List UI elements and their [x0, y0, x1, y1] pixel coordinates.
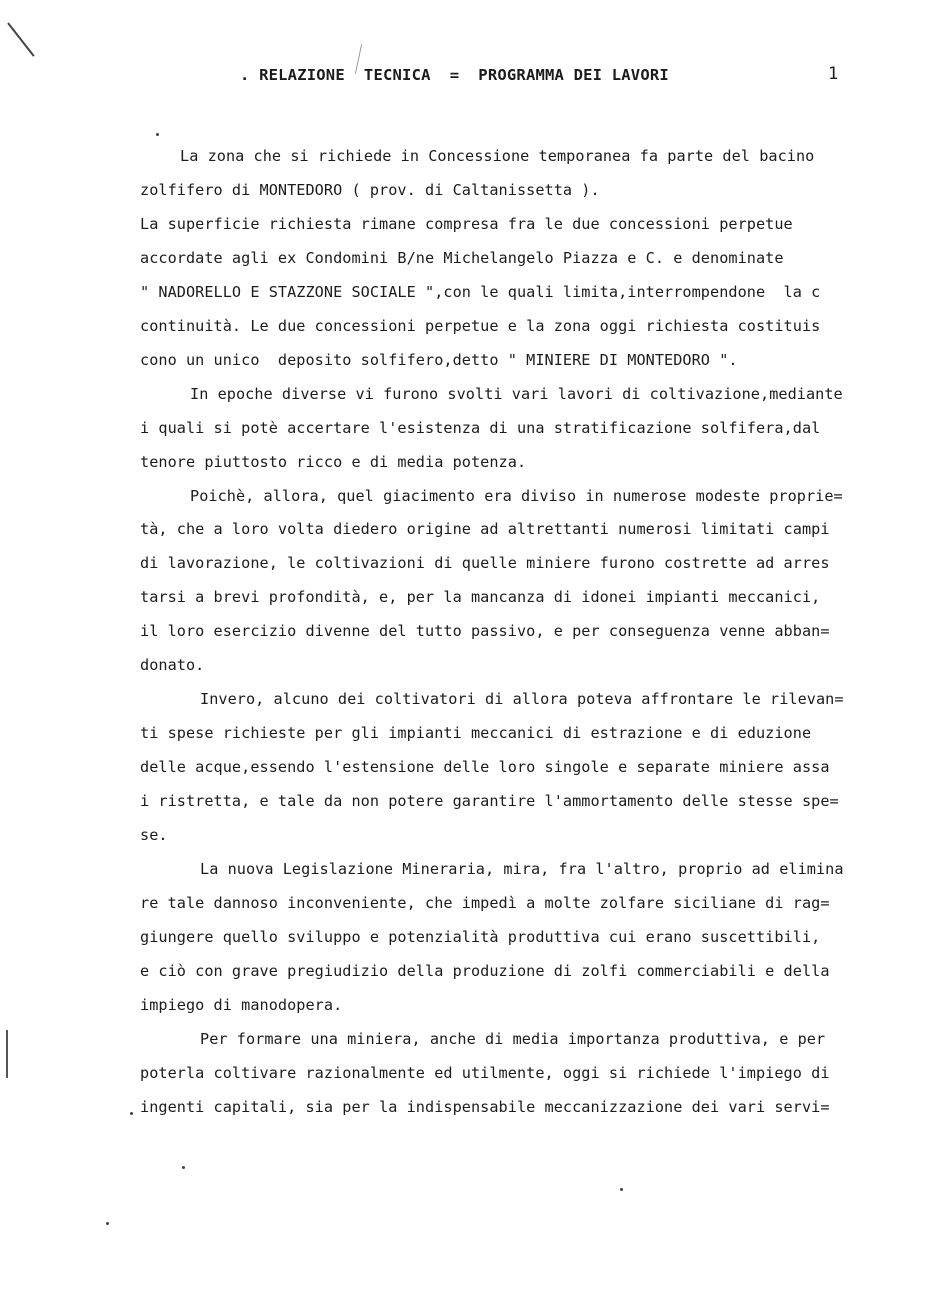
ink-speck — [182, 1166, 185, 1169]
text-line: se. — [140, 826, 168, 845]
report-body — [140, 140, 920, 1125]
text-line: delle acque,essendo l'estensione delle loro singole e separate miniere assa — [140, 758, 830, 777]
text-line: Poichè, allora, quel giacimento era diviso in numerose modeste proprie= — [190, 486, 843, 505]
text-line: e ciò con grave pregiudizio della produzione di zolfi commerciabili e della — [140, 961, 830, 980]
text-line: cono un unico deposito solfifero,detto " MINIERE DI MONTEDORO ". — [140, 350, 738, 369]
ink-speck — [620, 1188, 623, 1191]
text-line: zolfifero di MONTEDORO ( prov. di Caltanissetta ). — [140, 180, 600, 199]
ink-speck — [106, 1222, 109, 1225]
text-line: re tale dannoso inconveniente, che impedì a molte zolfare siciliane di rag= — [140, 893, 830, 912]
page-number: 1 — [828, 64, 839, 84]
text-line: accordate agli ex Condomini B/ne Michelangelo Piazza e C. e denominate — [140, 248, 784, 267]
text-line: giungere quello sviluppo e potenzialità produttiva cui erano suscettibili, — [140, 927, 821, 946]
text-line: il loro esercizio divenne del tutto passivo, e per conseguenza venne abban= — [140, 622, 830, 641]
ink-speck — [156, 133, 159, 136]
text-line: Invero, alcuno dei coltivatori di allora poteva affrontare le rilevan= — [200, 690, 844, 709]
text-line: tenore piuttosto ricco e di media potenza. — [140, 452, 527, 471]
ink-speck — [130, 1112, 133, 1115]
text-line: continuità. Le due concessioni perpetue e la zona oggi richiesta costituis — [140, 316, 821, 335]
text-line: La zona che si richiede in Concessione temporanea fa parte del bacino — [180, 147, 815, 165]
text-line: ti spese richieste per gli impianti meccanici di estrazione e di eduzione — [140, 724, 812, 743]
text-line: tarsi a brevi profondità, e, per la mancanza di idonei impianti meccanici, — [140, 588, 821, 607]
text-line: " NADORELLO E STAZZONE SOCIALE ",con le quali limita,interrompendone la c — [140, 282, 821, 301]
text-line: In epoche diverse vi furono svolti vari lavori di coltivazione,mediante — [190, 384, 843, 403]
text-line: Per formare una miniera, anche di media importanza produttiva, e per — [200, 1029, 826, 1048]
text-line: tà, che a loro volta diedero origine ad altrettanti numerosi limitati campi — [140, 520, 830, 539]
text-line: ingenti capitali, sia per la indispensabile meccanizzazione dei vari servi= — [140, 1097, 830, 1116]
text-line: poterla coltivare razionalmente ed utilmente, oggi si richiede l'impiego di — [140, 1063, 830, 1082]
page-header — [0, 66, 950, 90]
text-line: La nuova Legislazione Mineraria, mira, fra l'altro, proprio ad elimina — [200, 860, 844, 879]
text-line: i ristretta, e tale da non potere garantire l'ammortamento delle stesse spe= — [140, 792, 839, 811]
document-title: . RELAZIONE TECNICA = PROGRAMMA DEI LAVORI — [240, 66, 669, 84]
text-line: impiego di manodopera. — [140, 995, 343, 1014]
text-line: La superficie richiesta rimane compresa fra le due concessioni perpetue — [140, 214, 793, 233]
text-line: di lavorazione, le coltivazioni di quelle miniere furono costrette ad arres — [140, 554, 830, 573]
text-line: i quali si potè accertare l'esistenza di una stratificazione solfifera,dal — [140, 418, 821, 437]
left-margin-mark — [6, 1030, 8, 1078]
margin-pen-stroke — [7, 22, 34, 56]
text-line: donato. — [140, 656, 205, 675]
